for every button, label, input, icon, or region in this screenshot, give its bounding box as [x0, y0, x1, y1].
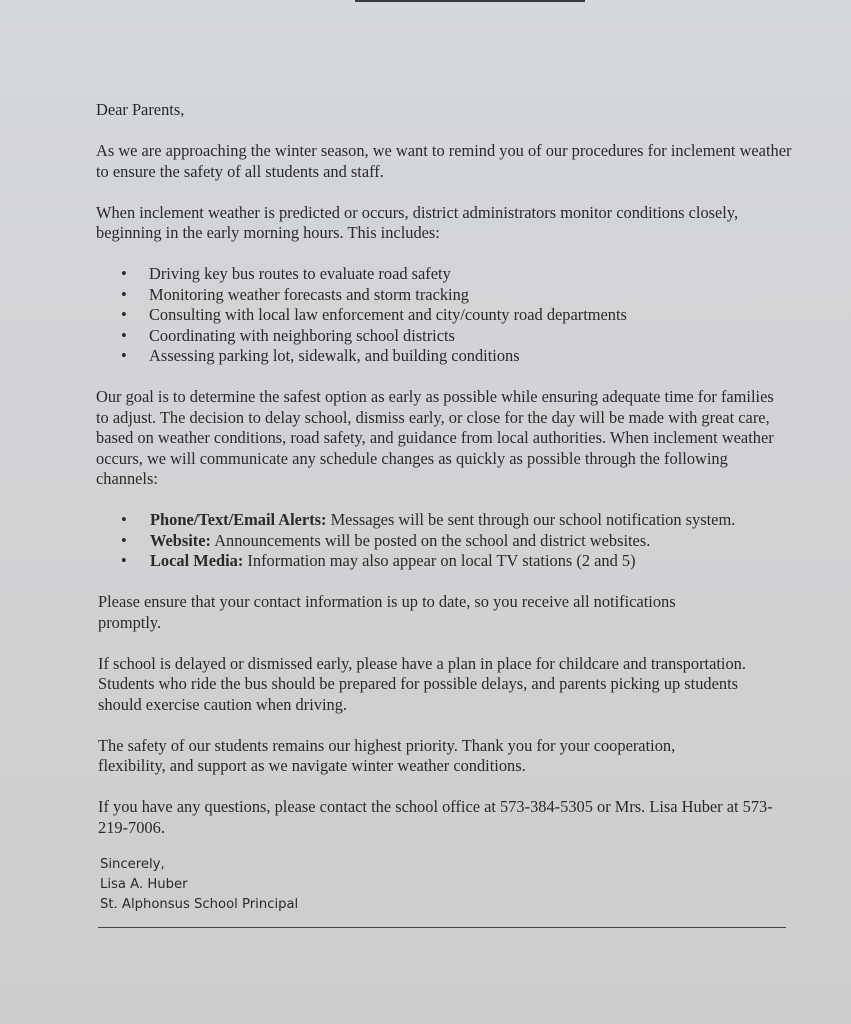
channel-text: Announcements will be posted on the school and district websites.: [211, 530, 651, 550]
channels-list: [96, 510, 806, 572]
channel-label: Website:: [150, 530, 212, 550]
paper-top-edge: [355, 0, 585, 2]
salutation: Dear Parents,: [96, 100, 185, 119]
list-item: [96, 531, 806, 552]
goal-paragraph: Our goal is to determine the safest option as early as possible while ensuring adequate time for families to adjust. The decision to delay school, dismiss early, or close for the day will be made with great care, based on weather conditions, road safety, and guidance from local authorities. When inclement weather occurs, we will communicate any schedule changes as quickly as possible through the following channels:: [96, 387, 774, 488]
signer-name: Lisa A. Huber: [100, 877, 188, 892]
letter-body: [96, 100, 796, 838]
signature-block: [100, 855, 298, 915]
safety-paragraph: The safety of our students remains our highest priority. Thank you for your cooperation, flexibility, and support as we navigate winter weather conditions.: [98, 735, 676, 775]
plan-paragraph: If school is delayed or dismissed early, please have a plan in place for childcare and transportation. Students who ride the bus should be prepared for possible delays, and parents picking up students should exercise caution when driving.: [98, 653, 746, 714]
monitoring-list: [96, 264, 796, 367]
list-item: • Driving key bus routes to evaluate road safety: [96, 264, 796, 285]
list-item: • Coordinating with neighboring school districts: [96, 326, 796, 347]
list-item: [96, 551, 806, 572]
channel-text: Information may also appear on local TV stations (2 and 5): [243, 551, 636, 570]
contact-update-paragraph: Please ensure that your contact information is up to date, so you receive all notifications promptly.: [98, 592, 676, 632]
list-item: • Consulting with local law enforcement and city/county road departments: [96, 305, 796, 326]
questions-paragraph: If you have any questions, please contact the school office at 573-384-5305 or Mrs. Lisa Huber at 573-219-7006.: [98, 797, 773, 837]
channel-label: Phone/Text/Email Alerts:: [150, 510, 327, 529]
monitoring-intro-paragraph: When inclement weather is predicted or occurs, district administrators monitor conditions closely, beginning in the early morning hours. This includes:: [96, 202, 739, 242]
closing: Sincerely,: [100, 857, 165, 872]
signer-title: St. Alphonsus School Principal: [100, 897, 299, 912]
list-item: • Assessing parking lot, sidewalk, and building conditions: [96, 346, 796, 367]
list-item: • Monitoring weather forecasts and storm tracking: [96, 285, 796, 306]
list-item: [96, 510, 806, 531]
channel-label: Local Media:: [150, 551, 244, 570]
intro-paragraph: As we are approaching the winter season, we want to remind you of our procedures for inclement weather to ensure the safety of all students and staff.: [96, 141, 792, 181]
channel-text: Messages will be sent through our school notification system.: [326, 510, 736, 529]
bottom-rule: [98, 927, 786, 928]
